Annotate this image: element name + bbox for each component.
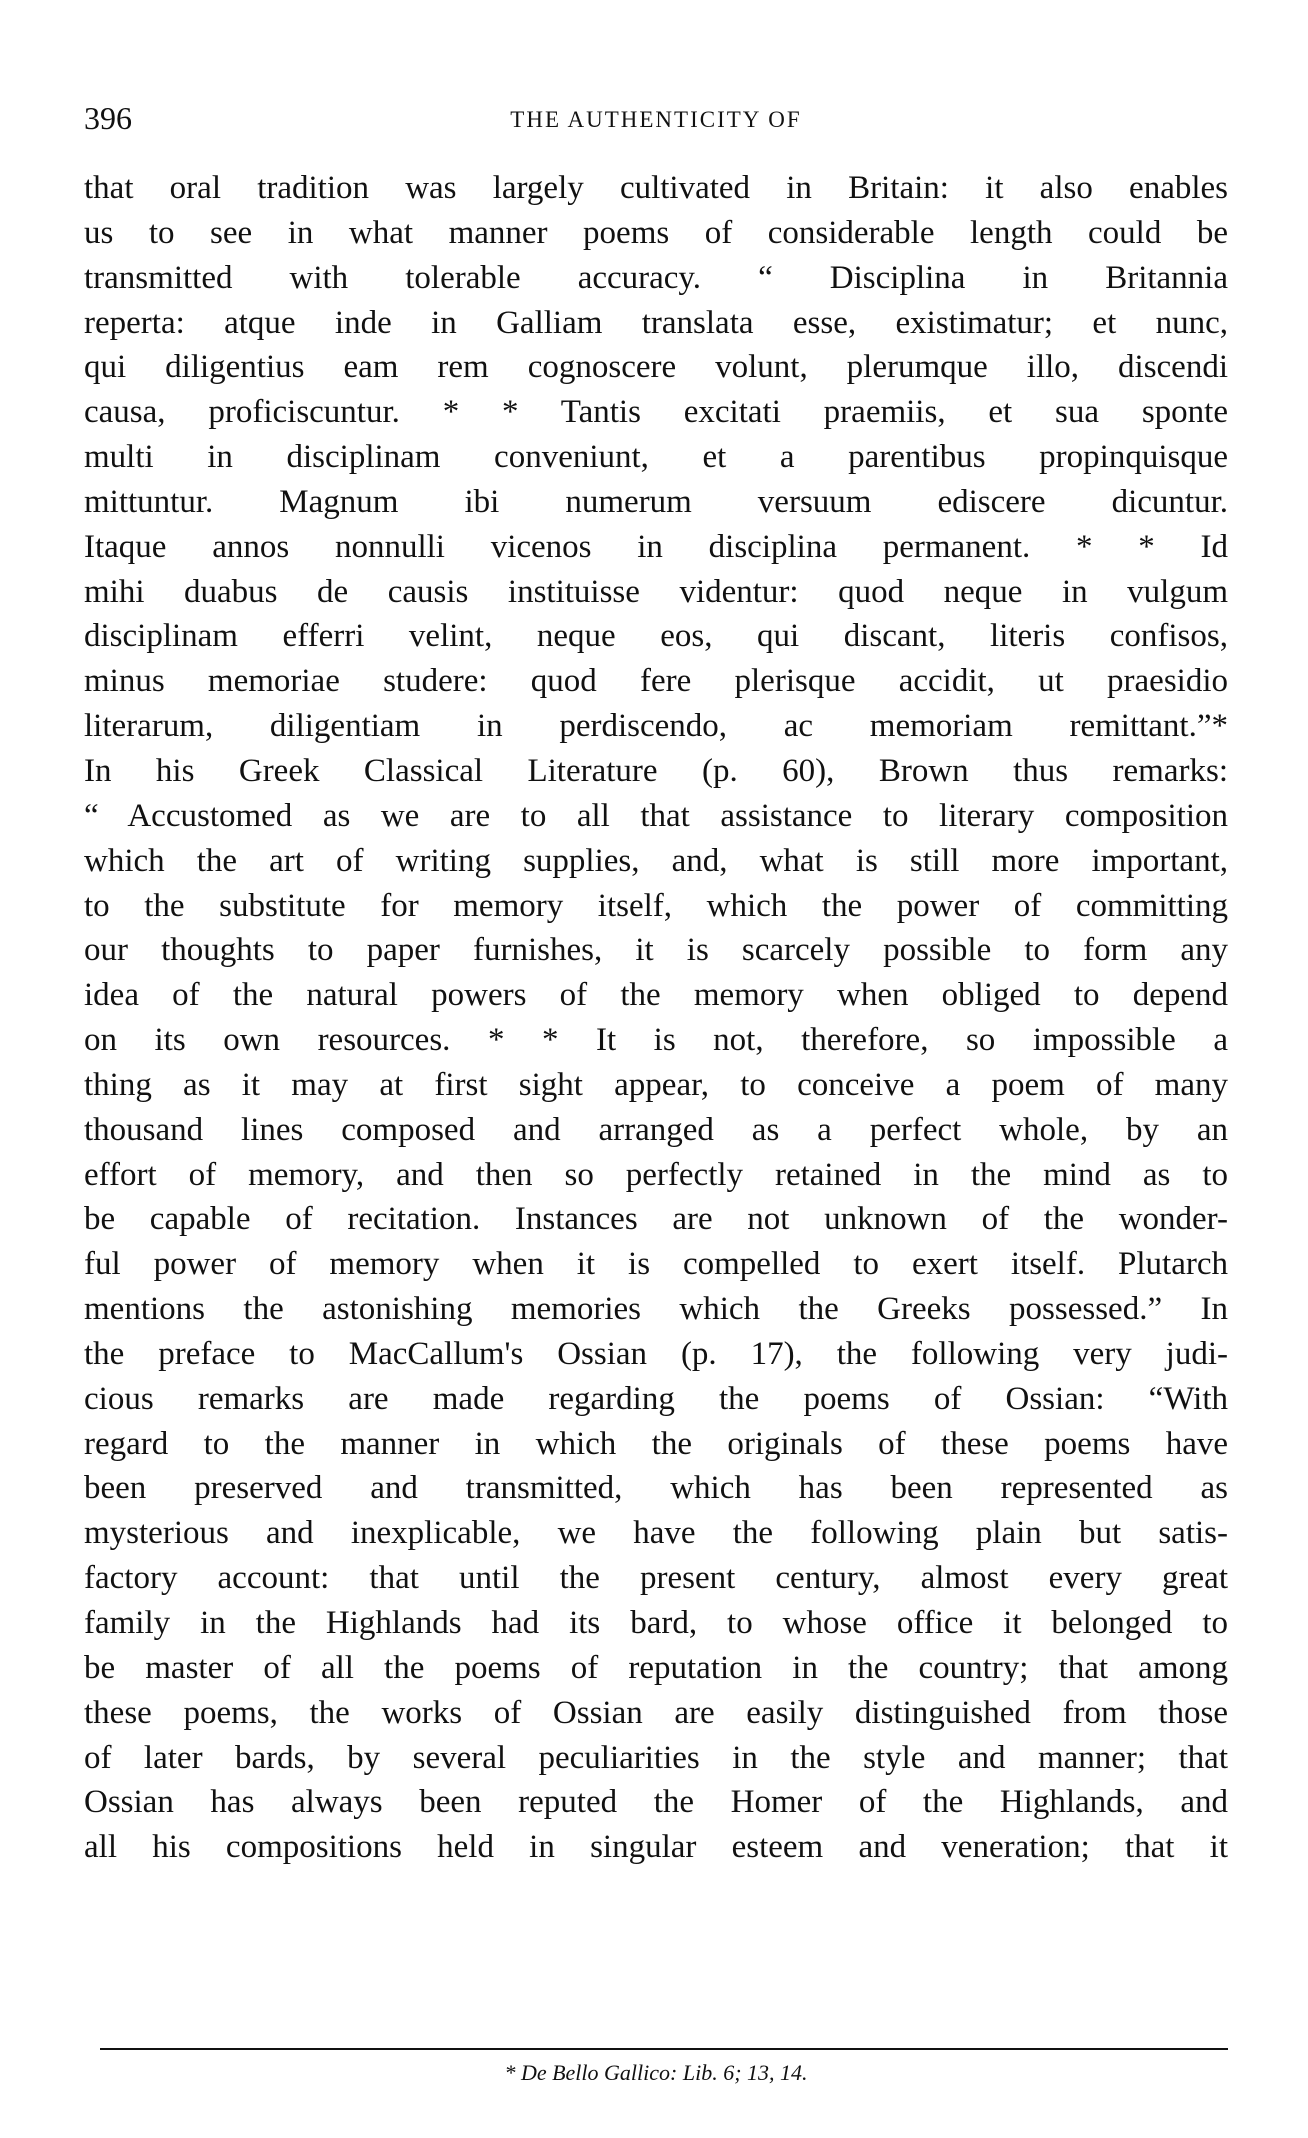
page-header <box>84 98 1228 138</box>
running-head: THE AUTHENTICITY OF <box>510 107 802 132</box>
text-line: our thoughts to paper furnishes, it is scarcely possible to form any <box>84 932 1228 969</box>
text-line: Itaque annos nonnulli vicenos in disciplina permanent. * * Id <box>84 528 1228 565</box>
text-line: us to see in what manner poems of considerable length could be <box>84 214 1228 251</box>
text-line: “ Accustomed as we are to all that assistance to literary composition <box>84 797 1228 834</box>
text-line: all his compositions held in singular esteem and veneration; that it <box>84 1829 1228 1866</box>
text-line: be capable of recitation. Instances are not unknown of the wonder- <box>84 1201 1228 1238</box>
text-line: thing as it may at first sight appear, to conceive a poem of many <box>84 1066 1228 1103</box>
text-line: ful power of memory when it is compelled to exert itself. Plutarch <box>84 1246 1228 1283</box>
text-line: In his Greek Classical Literature (p. 60), Brown thus remarks: <box>84 752 1228 789</box>
footnote-divider <box>100 2048 1228 2050</box>
page-number: 396 <box>84 100 132 136</box>
text-line: on its own resources. * * It is not, therefore, so impossible a <box>84 1022 1228 1059</box>
text-line: reperta: atque inde in Galliam translata esse, existimatur; et nunc, <box>84 304 1228 341</box>
text-line: Ossian has always been reputed the Homer of the Highlands, and <box>84 1784 1228 1821</box>
footnote: * De Bello Gallico: Lib. 6; 13, 14. <box>504 2060 808 2085</box>
text-line: be master of all the poems of reputation in the country; that among <box>84 1649 1228 1686</box>
text-line: that oral tradition was largely cultivated in Britain: it also enables <box>84 170 1228 206</box>
text-line: cious remarks are made regarding the poems of Ossian: “With <box>84 1380 1228 1417</box>
text-line: factory account: that until the present century, almost every great <box>84 1560 1228 1597</box>
text-line: these poems, the works of Ossian are easily distinguished from those <box>84 1694 1228 1731</box>
text-line: which the art of writing supplies, and, what is still more important, <box>84 842 1228 879</box>
text-line: transmitted with tolerable accuracy. “ Disciplina in Britannia <box>84 259 1228 296</box>
text-line: of later bards, by several peculiarities in the style and manner; that <box>84 1739 1228 1776</box>
text-line: been preserved and transmitted, which has been represented as <box>84 1470 1228 1507</box>
text-line: minus memoriae studere: quod fere plerisque accidit, ut praesidio <box>84 663 1228 700</box>
text-line: multi in disciplinam conveniunt, et a parentibus propinquisque <box>84 439 1228 476</box>
body-text <box>84 166 1228 1870</box>
text-line: literarum, diligentiam in perdiscendo, ac memoriam remittant.”* <box>84 708 1228 745</box>
text-line: disciplinam efferri velint, neque eos, qui discant, literis confisos, <box>84 618 1228 655</box>
text-line: effort of memory, and then so perfectly retained in the mind as to <box>84 1156 1228 1193</box>
text-line: qui diligentius eam rem cognoscere volunt, plerumque illo, discendi <box>84 349 1228 386</box>
text-line: mysterious and inexplicable, we have the following plain but satis- <box>84 1515 1228 1552</box>
text-line: family in the Highlands had its bard, to whose office it belonged to <box>84 1605 1228 1641</box>
text-line: mihi duabus de causis instituisse videntur: quod neque in vulgum <box>84 573 1228 610</box>
text-line: thousand lines composed and arranged as a perfect whole, by an <box>84 1111 1228 1148</box>
text-line: regard to the manner in which the originals of these poems have <box>84 1425 1228 1462</box>
text-line: mentions the astonishing memories which the Greeks possessed.” In <box>84 1291 1228 1328</box>
text-line: idea of the natural powers of the memory when obliged to depend <box>84 977 1228 1014</box>
text-line: causa, proficiscuntur. * * Tantis excitati praemiis, et sua sponte <box>84 394 1228 431</box>
text-line: mittuntur. Magnum ibi numerum versuum ediscere dicuntur. <box>84 483 1228 520</box>
text-line: the preface to MacCallum's Ossian (p. 17), the following very judi- <box>84 1335 1228 1372</box>
text-line: to the substitute for memory itself, which the power of committing <box>84 887 1228 924</box>
